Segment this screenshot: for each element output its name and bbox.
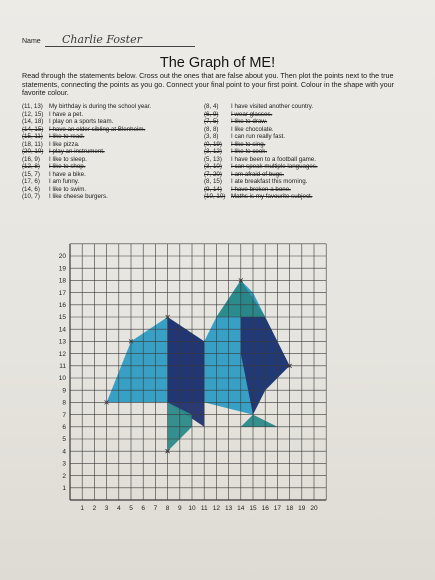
statement-text: I like cheese burgers. (49, 193, 108, 200)
x-tick-label: 9 (177, 505, 182, 512)
statement-text: I have an older sibling at Blenheim. (49, 125, 146, 133)
statement-point: (0, 19) (204, 140, 222, 148)
x-tick-label: 6 (141, 505, 146, 512)
statement-text: I am funny. (49, 178, 80, 185)
x-tick-label: 14 (237, 505, 245, 512)
y-tick-label: 19 (58, 265, 66, 273)
statement-text: Maths is my favourite subject. (231, 193, 313, 200)
statement-point: (8, 8) (204, 125, 219, 133)
statement-text: I have visited another country. (231, 103, 314, 110)
x-tick-label: 16 (261, 505, 269, 512)
statement-text: I like pizza. (49, 140, 80, 148)
y-tick-label: 10 (58, 375, 66, 383)
x-tick-label: 15 (249, 505, 257, 512)
statement-point: (18, 11) (22, 140, 43, 148)
y-tick-label: 4 (62, 448, 66, 456)
y-tick-label: 1 (62, 485, 66, 492)
statement-point: (15, 7) (22, 170, 40, 178)
x-tick-label: 11 (200, 505, 208, 512)
y-tick-label: 20 (58, 253, 66, 261)
statement-text: I can run really fast. (231, 133, 285, 140)
y-tick-label: 14 (58, 326, 66, 334)
x-tick-label: 1 (80, 505, 85, 512)
y-tick-label: 9 (62, 387, 66, 395)
y-tick-label: 2 (62, 472, 66, 480)
statement-point: (7, 20) (204, 170, 222, 178)
shape-region-tail (241, 415, 278, 427)
statement-point: (3, 8) (204, 133, 219, 140)
x-tick-label: 19 (298, 505, 306, 512)
statement-point: (11, 13) (22, 103, 43, 110)
statement-text: I like to cook. (231, 148, 268, 155)
y-tick-label: 5 (62, 436, 66, 444)
x-tick-label: 4 (116, 505, 121, 512)
statement-point: (12, 15) (22, 110, 44, 118)
y-tick-label: 15 (58, 314, 66, 322)
y-tick-label: 6 (62, 424, 66, 431)
statement-text: I have a bike. (49, 170, 86, 178)
statement-point: (10, 10) (204, 193, 226, 200)
x-tick-label: 10 (188, 505, 196, 512)
statement-point: (17, 6) (22, 178, 40, 185)
statement-point: (10, 7) (22, 193, 40, 200)
statement-point: (7, 5) (204, 118, 219, 125)
statement-text: I can speak multiple languages. (231, 163, 318, 170)
x-tick-label: 3 (104, 505, 109, 512)
statement-text: My birthday is during the school year. (49, 103, 152, 110)
statement-point: (6, 9) (204, 110, 219, 118)
statement-text: I have broken a bone. (231, 185, 291, 193)
y-tick-label: 18 (58, 277, 66, 285)
x-tick-label: 8 (165, 505, 170, 512)
y-tick-label: 11 (59, 363, 66, 370)
x-tick-label: 2 (92, 505, 97, 512)
instructions-text: Read through the statements below. Cross out the ones that are false about you. Then plot the points next to the true statements, connecting the points as you go. Connect your final point to your first point. Colour in the shape with your favorite colour. (22, 71, 394, 98)
statement-text: I like to read. (49, 133, 85, 140)
y-tick-label: 16 (58, 302, 66, 309)
statement-point: (12, 8) (22, 163, 40, 170)
statement-point: (14, 6) (22, 185, 40, 193)
statement-point: (5, 13) (204, 155, 222, 163)
statement-text: I like to shop. (49, 163, 86, 170)
x-tick-label: 7 (153, 505, 158, 512)
x-tick-label: 18 (285, 505, 294, 512)
x-tick-label: 12 (212, 505, 221, 512)
statement-point: (9, 14) (204, 185, 222, 193)
statement-point: (14, 18) (22, 118, 44, 125)
statement-text: I play on a sports team. (49, 118, 114, 125)
statement-point: (15, 11) (22, 133, 43, 140)
page-title: The Graph of ME! (159, 55, 276, 71)
x-tick-label: 20 (310, 505, 318, 512)
statement-text: I like to sleep. (49, 155, 87, 163)
statement-point: (20, 10) (22, 148, 44, 155)
y-tick-label: 3 (62, 460, 66, 468)
statement-point: (3, 12) (204, 148, 222, 155)
x-tick-label: 5 (129, 505, 133, 512)
statement-text: I wear glasses. (231, 110, 273, 118)
statement-point: (3, 10) (204, 163, 222, 170)
y-tick-label: 8 (62, 399, 66, 407)
y-tick-label: 7 (62, 411, 66, 419)
x-tick-label: 17 (273, 505, 282, 512)
statement-text: I ate breakfast this morning. (231, 178, 308, 185)
statement-text: I have been to a football game. (231, 155, 316, 163)
statement-text: I have a pet. (49, 110, 84, 118)
name-label: Name (22, 38, 41, 45)
statement-text: I like chocolate. (231, 125, 274, 133)
statement-point: (14, 15) (22, 125, 44, 133)
y-tick-label: 17 (58, 289, 66, 297)
x-tick-label: 13 (224, 505, 233, 512)
statement-text: I am afraid of bugs. (231, 170, 284, 178)
statement-point: (16, 9) (22, 155, 40, 163)
statement-text: I play an instrument. (49, 148, 105, 155)
y-tick-label: 12 (58, 350, 66, 358)
name-value: Charlie Foster (62, 33, 142, 46)
statement-text: I like to sing. (231, 140, 266, 148)
y-tick-label: 13 (58, 338, 66, 346)
statement-text: I like to draw. (231, 118, 268, 125)
statement-point: (8, 4) (204, 103, 219, 110)
statement-point: (8, 15) (204, 178, 222, 185)
statement-text: I like to swim. (49, 185, 87, 193)
